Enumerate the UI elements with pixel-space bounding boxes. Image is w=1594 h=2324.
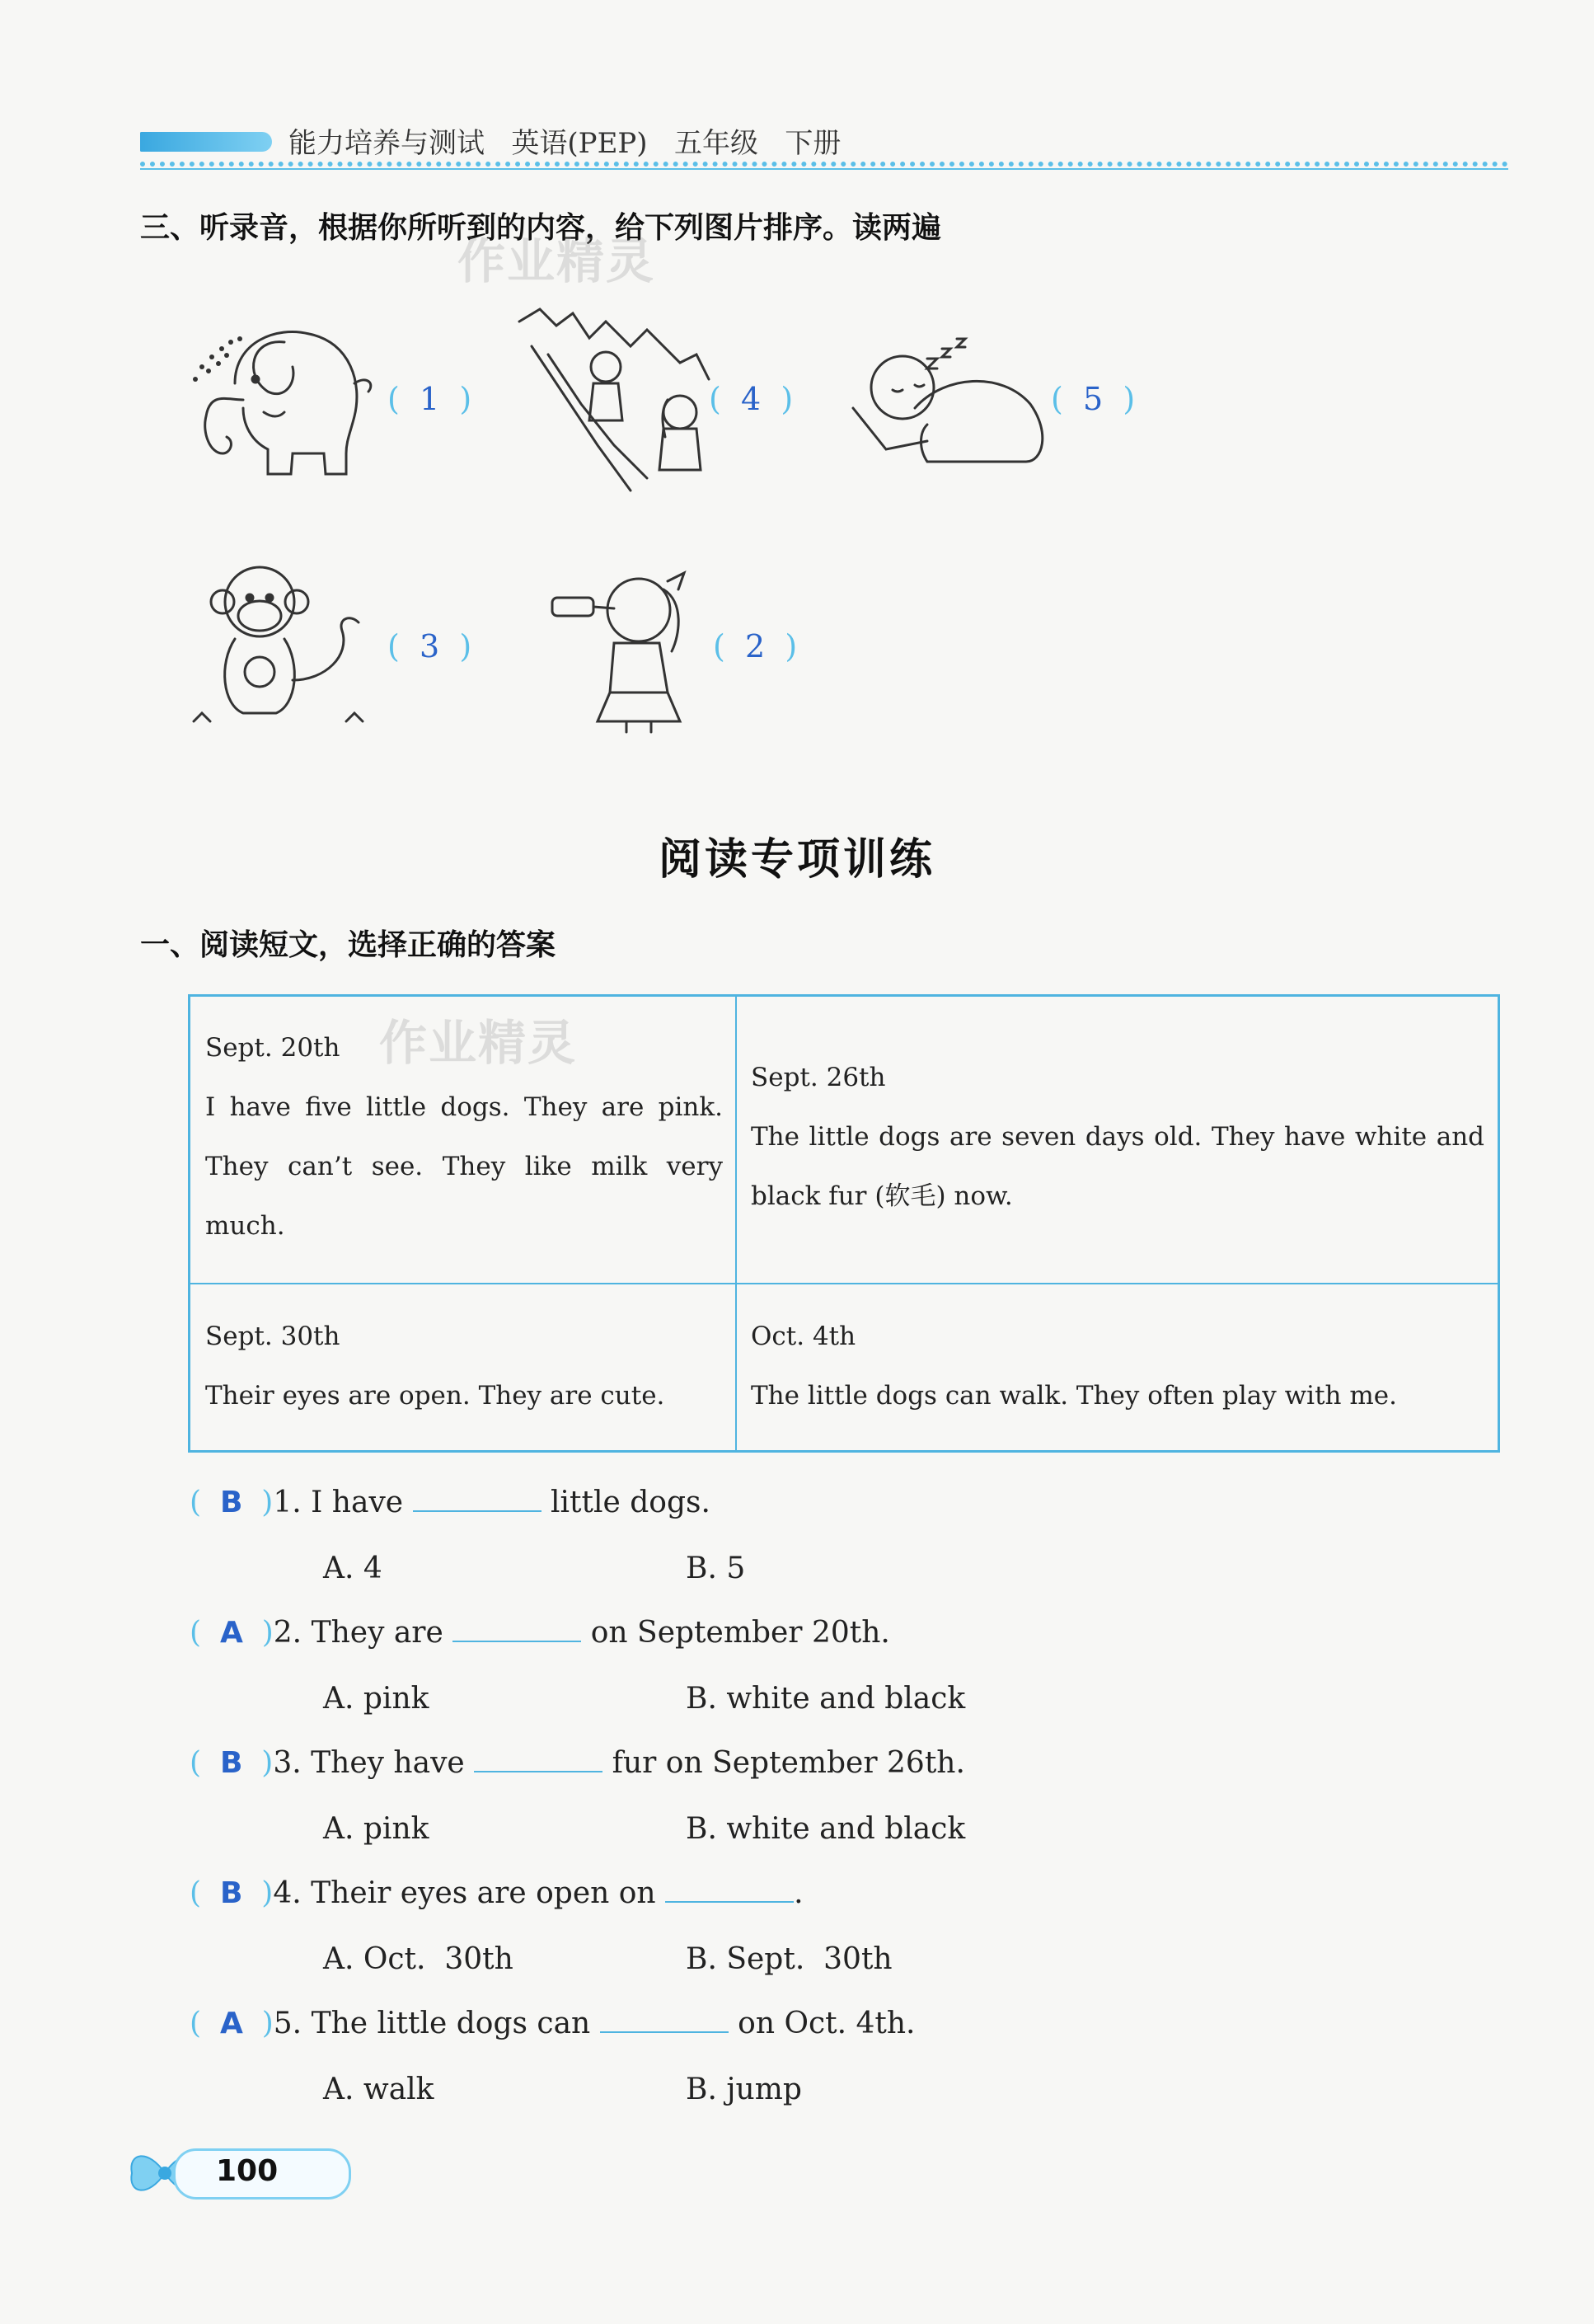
entry-date: Sept. 30th <box>205 1322 340 1351</box>
option-b: B. white and black <box>686 1812 966 1846</box>
header-accent-bar <box>140 132 272 152</box>
answer-sleeping: ( 5 ) <box>1051 381 1136 417</box>
option-a: A. 4 <box>323 1552 382 1585</box>
option-b: B. white and black <box>686 1682 966 1716</box>
sleeping-picture <box>837 317 1059 466</box>
watermark-2: 作业精灵 <box>379 1015 578 1071</box>
answer-climbing: ( 4 ) <box>709 381 794 417</box>
section3-title: 三、听录音，根据你所听到的内容，给下列图片排序。读两遍 <box>140 211 942 245</box>
entry-line: The little dogs can walk. They often play with me. <box>751 1381 1397 1411</box>
reading-heading: 阅读专项训练 <box>658 835 935 885</box>
entry-line: I have five little dogs. They are pink. <box>205 1092 723 1122</box>
entry-line: The little dogs are seven days old. They have white and <box>751 1122 1484 1152</box>
entry-date: Sept. 20th <box>205 1033 340 1063</box>
option-b: B. Sept. 30th <box>686 1942 893 1976</box>
entry-line: They can’t see. They like milk very <box>205 1152 723 1181</box>
option-b: B. 5 <box>686 1552 746 1585</box>
question-answer: B <box>219 1876 243 1910</box>
answer-blank <box>474 1746 602 1772</box>
option-a: A. Oct. 30th <box>323 1942 513 1976</box>
question-answer: B <box>219 1746 243 1780</box>
header-rule <box>140 168 1508 170</box>
answer-blank <box>600 2007 729 2033</box>
monkey-picture <box>185 556 375 730</box>
climbing-picture <box>515 305 713 495</box>
answer-monkey: ( 3 ) <box>387 628 472 664</box>
option-a: A. pink <box>323 1682 429 1716</box>
answer-binoculars: ( 2 ) <box>713 628 798 664</box>
option-a: A. walk <box>323 2073 434 2106</box>
answer-elephant: ( 1 ) <box>387 381 472 417</box>
question-answer: A <box>219 1616 243 1650</box>
answer-blank <box>413 1486 541 1512</box>
question-5: ( A )5. The little dogs can on Oct. 4th. <box>190 2007 916 2040</box>
question-4: ( B )4. Their eyes are open on . <box>190 1876 804 1910</box>
question-answer: B <box>219 1486 243 1519</box>
entry-oct-4 <box>751 1307 1484 1425</box>
binoculars-picture <box>548 561 705 734</box>
option-b: B. jump <box>686 2073 802 2106</box>
question-2: ( A )2. They are on September 20th. <box>190 1616 890 1650</box>
page-number: 100 <box>216 2154 279 2188</box>
entry-date: Sept. 26th <box>751 1063 886 1092</box>
header-dotted-rule <box>140 162 1508 167</box>
question-1: ( B )1. I have little dogs. <box>190 1486 710 1519</box>
header-title: 能力培养与测试 英语(PEP) 五年级 下册 <box>288 127 842 160</box>
answer-blank <box>665 1876 794 1903</box>
entry-sept-30 <box>205 1307 723 1425</box>
table-divider-horizontal <box>190 1283 1498 1284</box>
elephant-picture <box>185 309 391 482</box>
question-answer: A <box>219 2007 243 2040</box>
answer-blank <box>452 1616 581 1642</box>
watermark: 作业精灵 <box>457 233 656 289</box>
entry-sept-26 <box>751 1048 1484 1226</box>
table-divider-vertical <box>735 997 737 1450</box>
question-3: ( B )3. They have fur on September 26th. <box>190 1746 965 1780</box>
entry-date: Oct. 4th <box>751 1322 856 1351</box>
entry-line: much. <box>205 1211 285 1241</box>
option-a: A. pink <box>323 1812 429 1846</box>
reading-part1-title: 一、阅读短文，选择正确的答案 <box>140 928 556 962</box>
entry-line: black fur (软毛) now. <box>751 1181 1013 1211</box>
entry-line: Their eyes are open. They are cute. <box>205 1381 665 1411</box>
